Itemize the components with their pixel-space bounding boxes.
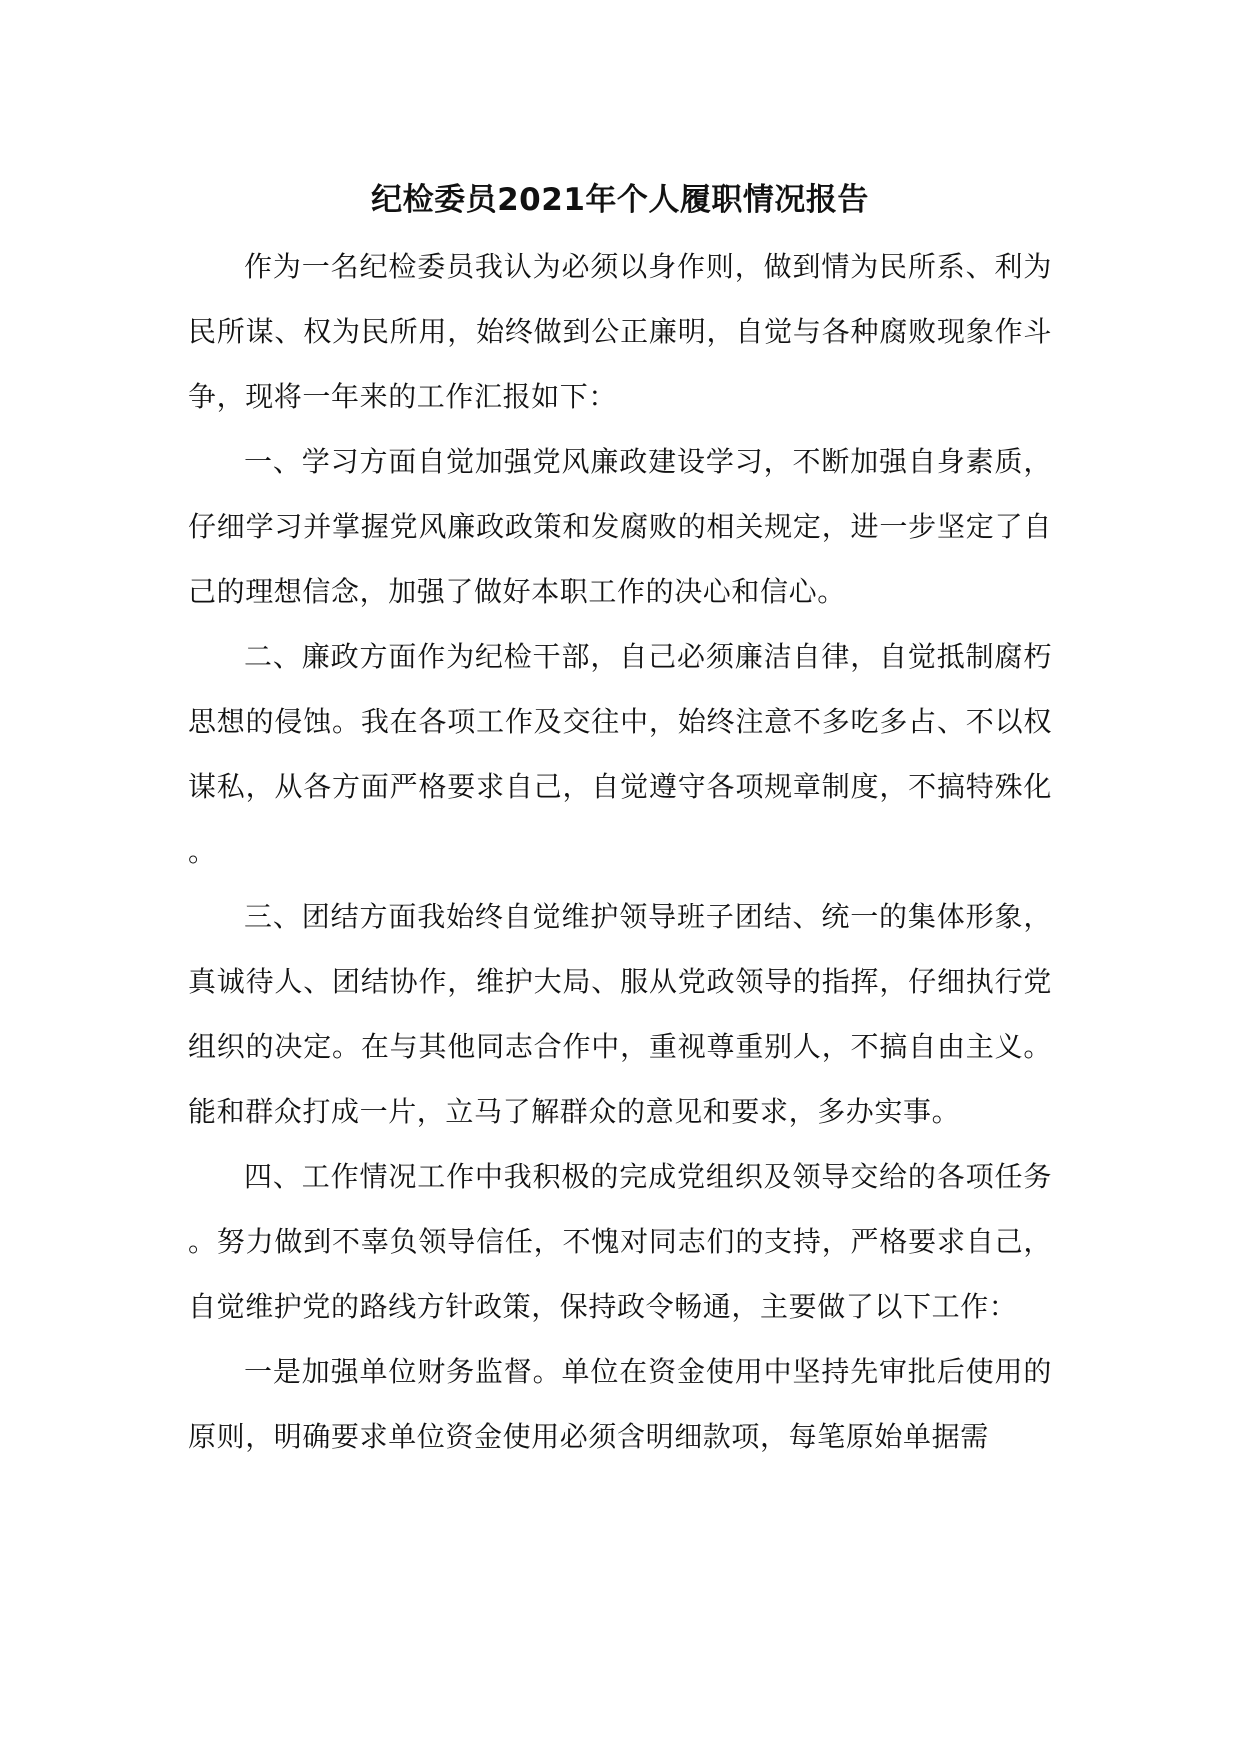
paragraph-work: 四、工作情况工作中我积极的完成党组织及领导交给的各项任务。努力做到不辜负领导信任，不愧对同志们的支持，严格要求自己，自觉维护党的路线方针政策，保持政令畅通，主要做了以下工作： — [188, 1160, 1052, 1323]
document-body — [188, 234, 1052, 1469]
paragraph-finance: 一是加强单位财务监督。单位在资金使用中坚持先审批后使用的原则，明确要求单位资金使用必须含明细款项，每笔原始单据需 — [188, 1355, 1052, 1453]
paragraph-intro: 作为一名纪检委员我认为必须以身作则，做到情为民所系、利为民所谋、权为民所用，始终做到公正廉明，自觉与各种腐败现象作斗争，现将一年来的工作汇报如下： — [188, 250, 1052, 413]
document-title: 纪检委员2021年个人履职情况报告 — [371, 182, 869, 218]
paragraph-integrity: 二、廉政方面作为纪检干部，自己必须廉洁自律，自觉抵制腐朽思想的侵蚀。我在各项工作及交往中，始终注意不多吃多占、不以权谋私，从各方面严格要求自己，自觉遵守各项规章制度，不搞特殊化。 — [188, 640, 1052, 868]
paragraph-unity: 三、团结方面我始终自觉维护领导班子团结、统一的集体形象，真诚待人、团结协作，维护大局、服从党政领导的指挥，仔细执行党组织的决定。在与其他同志合作中，重视尊重别人，不搞自由主义。能和群众打成一片，立马了解群众的意见和要求，多办实事。 — [188, 900, 1052, 1128]
paragraph-study: 一、学习方面自觉加强党风廉政建设学习，不断加强自身素质，仔细学习并掌握党风廉政政策和发腐败的相关规定，进一步坚定了自己的理想信念，加强了做好本职工作的决心和信心。 — [188, 445, 1052, 608]
